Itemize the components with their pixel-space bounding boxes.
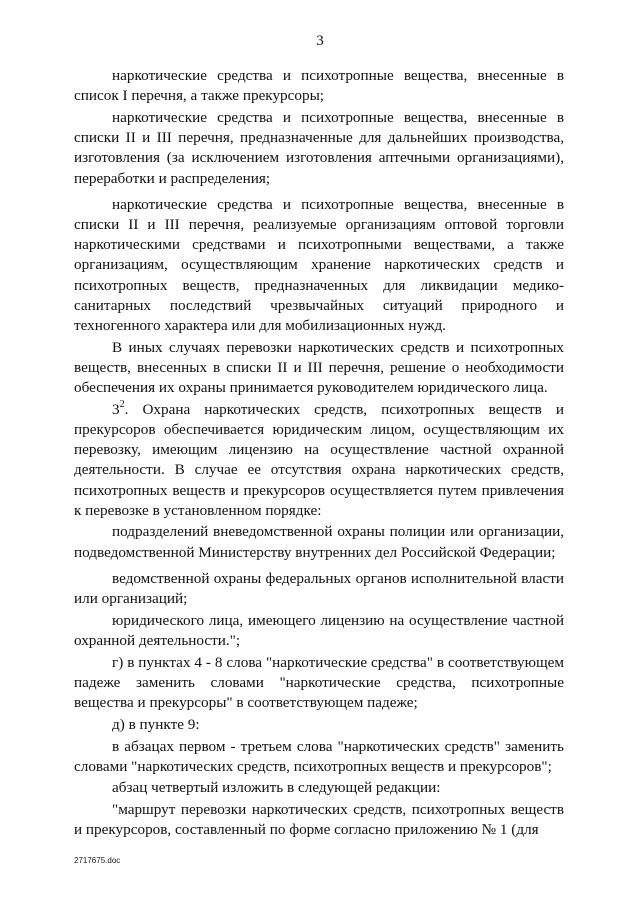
paragraph-2: наркотические средства и психотропные вещества, внесенные в списки II и III перечня, предназначенные для дальнейших производства, изготовления (за исключением изготовления аптечными организациями), переработки и распределения; [74,108,564,187]
paragraph-12: абзац четвертый изложить в следующей редакции: [112,779,441,797]
paragraph-3: наркотические средства и психотропные вещества, внесенные в списки II и III перечня, реализуемые организациям оптовой торговли наркотическими средствами и психотропными веществами, а также организациям, осуществляющим хранение наркотических средств и психотропных веществ, предназначенных для ликвидации медико-санитарных последствий чрезвычайных ситуаций природного и техногенного характера или для мобилизационных нужд. [74,195,564,334]
section-text: Охрана наркотических средств, психотропных веществ и прекурсоров обеспечивается юридическим лицом, осуществляющим их перевозку, имеющим лицензию на осуществление частной охранной деятельности. В случае ее отсутствия охрана наркотических средств, психотропных веществ и прекурсоров осуществляется путем привлечения к перевозке в установленном порядке: [74,400,564,519]
paragraph-6: подразделений вневедомственной охраны полиции или организации, подведомственной Министерству внутренних дел Российской Федерации; [74,523,564,561]
paragraph-5-section: $3^2$. Охрана наркотических средств, психотропных веществ и прекурсоров обеспечивается юридическим лицом, осуществляющим их перевозку, имеющим лицензию на осуществление частной охранной деятельности. В случае ее отсутствия охрана наркотических средств, психотропных веществ и прекурсоров осуществляется путем привлечения к перевозке в установленном порядке: [74,398,564,519]
footer-doc-id: 2717675.doc [74,856,121,865]
section-number: 3 [112,400,120,418]
paragraph-8: юридического лица, имеющего лицензию на осуществление частной охранной деятельности."; [74,611,564,649]
paragraph-9: г) в пунктах 4 - 8 слова "наркотические средства" в соответствующем падеже заменить словами "наркотические средства, психотропные вещества и прекурсоры" в соответствующем падеже; [74,653,564,712]
paragraph-10: д) в пункте 9: [112,715,200,733]
page-number: 3 [316,33,324,49]
section-superscript: 2 [119,398,125,410]
paragraph-13: "маршрут перевозки наркотических средств, психотропных веществ и прекурсоров, составленный по форме согласно приложению № 1 (для [74,801,564,839]
paragraph-7: ведомственной охраны федеральных органов исполнительной власти или организаций; [74,569,564,608]
paragraph-1: наркотические средства и психотропные вещества, внесенные в список I перечня, а также прекурсоры; [74,67,564,105]
paragraph-4: В иных случаях перевозки наркотических средств и психотропных веществ, внесенных в списки II и III перечня, решение о необходимости обеспечения их охраны принимается руководителем юридического лица. [74,338,564,397]
paragraph-11: в абзацах первом - третьем слова "наркотических средств" заменить словами "наркотических средств, психотропных веществ и прекурсоров"; [74,737,564,775]
document-body [74,66,564,842]
